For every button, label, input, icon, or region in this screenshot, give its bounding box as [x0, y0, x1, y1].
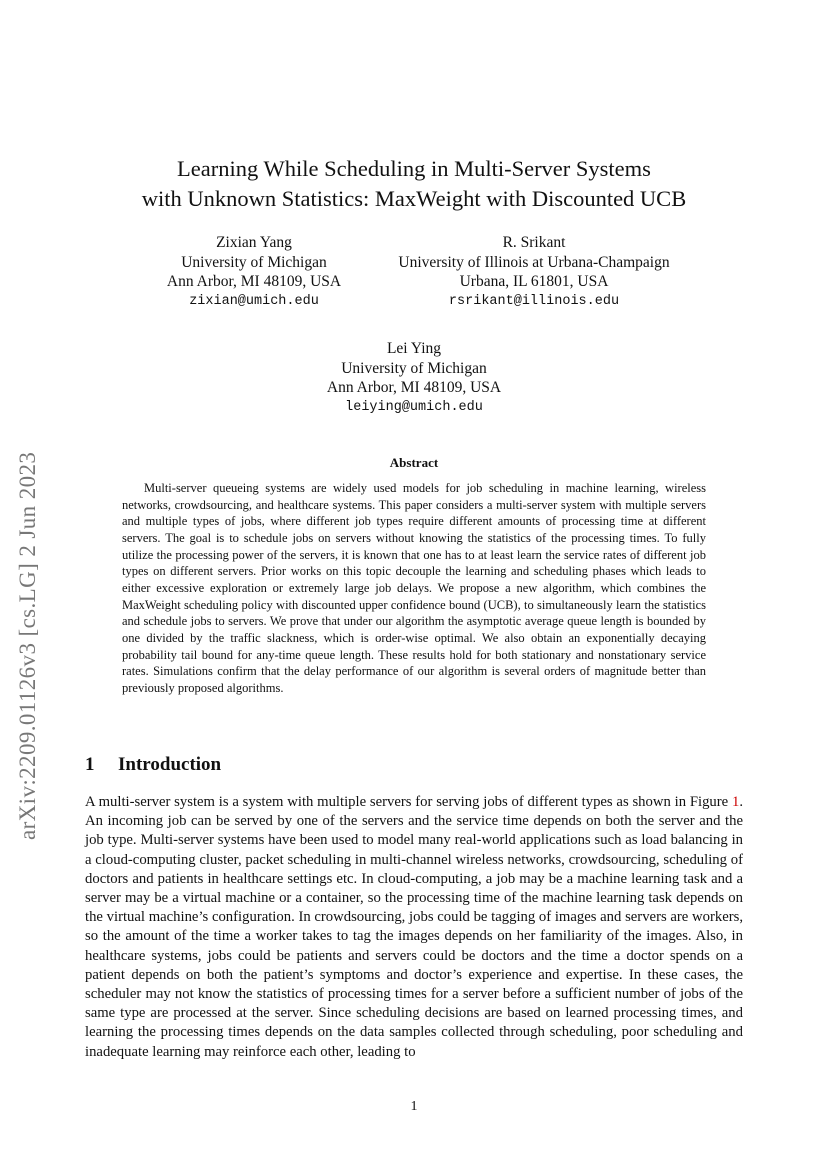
section-heading [85, 754, 221, 776]
author-name: R. Srikant [502, 234, 566, 251]
author-affiliation: University of Michigan [341, 359, 487, 377]
author-address: Urbana, IL 61801, USA [459, 273, 609, 290]
author-email[interactable]: leiying@umich.edu [345, 399, 483, 415]
title-line-2: with Unknown Statistics: MaxWeight with Discounted UCB [141, 186, 687, 211]
section-title: Introduction [118, 754, 222, 775]
intro-text: . An incoming job can be served by one of the servers and the service time depends on both the server and the job type. Multi-server systems have been used to model many real-world applications such as load balancing in a cloud-computing cluster, packet scheduling in multi-channel wireless networks, crowdsourcing, scheduling of doctors and patients in healthcare settings etc. In cloud-computing, a job may be a machine learning task and a server may be a virtual machine or a container, so the processing time of the machine learning task depends on the virtual machine’s configuration. In crowdsourcing, jobs could be tagging of images and servers are workers, so the amount of the time a worker takes to tag the images depends on her familiarity of the images. Also, in healthcare systems, jobs could be patients and servers could be doctors and the time a doctor spends on a patient depends on both the patient’s symptoms and doctor’s experience and expertise. In these cases, the scheduler may not know the statistics of processing times for a server before a sufficient number of jobs of the same type are processed at the server. Since scheduling decisions are based on learned processing times, and learning the processing times depends on the data samples collected through scheduling, poor scheduling and inadequate learning may reinforce each other, leading to [85, 794, 743, 1060]
author-email[interactable]: zixian@umich.edu [189, 293, 319, 309]
section-number: 1 [85, 754, 95, 775]
author-email[interactable]: rsrikant@illinois.edu [448, 293, 620, 309]
figure-reference-link[interactable]: 1 [731, 794, 740, 810]
author-block [280, 339, 548, 417]
arxiv-identifier: arXiv:2209.01126v3 [cs.LG] 2 Jun 2023 [15, 451, 40, 840]
author-name: Lei Ying [386, 340, 442, 357]
abstract-text: Multi-server queueing systems are widely used models for job scheduling in machine learning, wireless networks, crowdsourcing, and healthcare systems. This paper considers a multi-server system with multiple servers and multiple types of jobs, where different job types require different amounts of processing time at different servers. The goal is to schedule jobs on servers without knowing the statistics of the processing times. To fully utilize the processing power of the servers, it is known that one has to at least learn the service rates of different job types on different servers. Prior works on this topic decouple the learning and scheduling phases which leads to either excessive exploration or extremely large job delays. We propose a new algorithm, which combines the MaxWeight scheduling policy with discounted upper confidence bound (UCB), to simultaneously learn the statistics and schedule jobs to servers. We prove that under our algorithm the asymptotic average queue length is bounded by one divided by the traffic slackness, which is order-wise optimal. We also obtain an exponentially decaying probability tail bound for any-time queue length. These results hold for both stationary and nonstationary service rates. Simulations confirm that the delay performance of our algorithm is several orders of magnitude better than previously proposed algorithms. [122, 481, 706, 695]
page-number: 1 [410, 1099, 418, 1114]
author-name: Zixian Yang [216, 234, 292, 251]
intro-text: A multi-server system is a system with multiple servers for serving jobs of different types as shown in Figure [85, 794, 732, 810]
author-block [360, 233, 708, 311]
intro-paragraph [85, 793, 743, 1062]
author-affiliation: University of Illinois at Urbana-Champaign [398, 253, 670, 271]
author-address: Ann Arbor, MI 48109, USA [166, 273, 342, 290]
author-address: Ann Arbor, MI 48109, USA [326, 379, 502, 396]
paper-title [100, 154, 728, 214]
author-block [120, 233, 388, 311]
title-line-1: Learning While Scheduling in Multi-Server Systems [177, 156, 651, 181]
author-affiliation: University of Michigan [181, 253, 327, 271]
abstract-heading: Abstract [389, 455, 439, 470]
